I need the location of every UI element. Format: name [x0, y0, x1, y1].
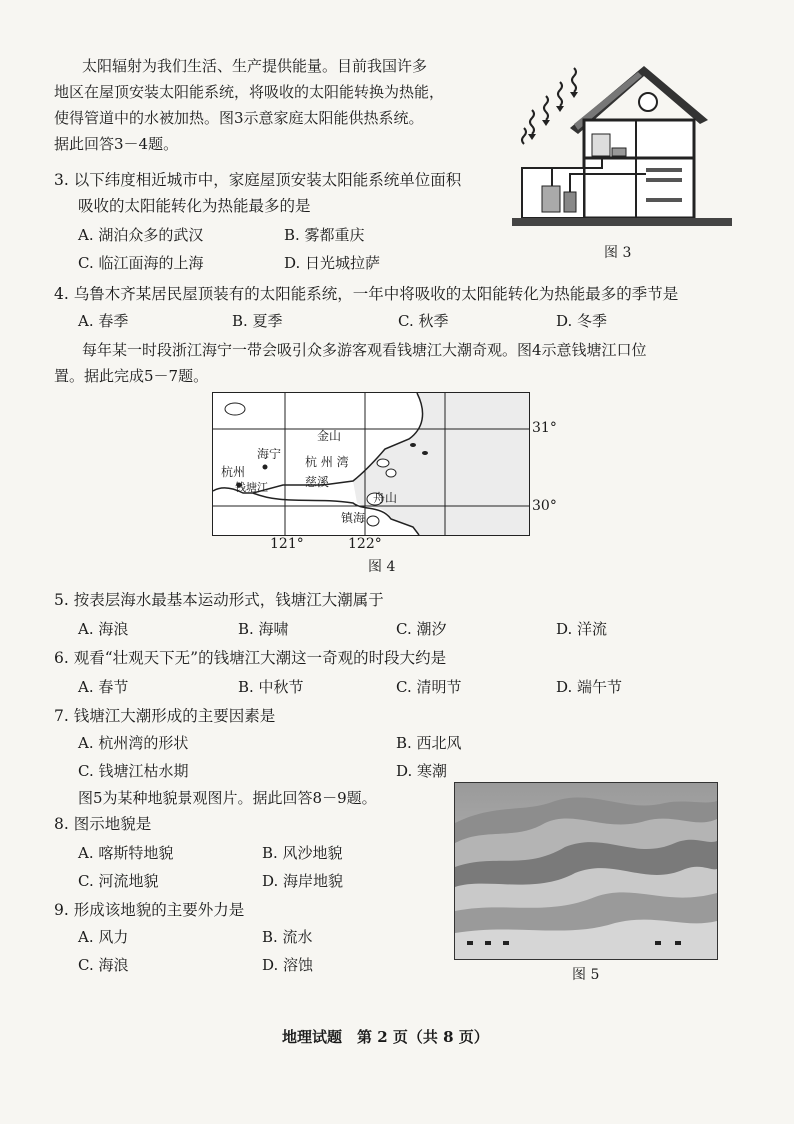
figure-4-qiantang-map	[212, 392, 530, 536]
q6-option-b[interactable]: B. 中秋节	[238, 678, 304, 696]
q4-stem: 4. 乌鲁木齐某居民屋顶装有的太阳能系统，一年中将吸收的太阳能转化为热能最多的季节是	[54, 285, 679, 303]
map-label-cixi: 慈溪	[305, 475, 330, 489]
intro-landform: 图5为某种地貌景观图片。据此回答8－9题。	[78, 789, 377, 807]
figure-4-caption: 图 4	[368, 559, 396, 575]
intro-tide-line-2: 置。据此完成5－7题。	[54, 367, 209, 385]
map-label-qiantangjiang: 钱塘江	[235, 481, 268, 494]
figure-5-caption: 图 5	[572, 967, 600, 983]
intro-solar-line-3: 使得管道中的水被加热。图3示意家庭太阳能供热系统。	[54, 109, 424, 127]
figure-3-caption: 图 3	[604, 245, 632, 261]
map-label-zhoushan: 舟山	[373, 491, 398, 505]
q9-option-b[interactable]: B. 流水	[262, 928, 313, 946]
intro-tide-line-1: 每年某一时段浙江海宁一带会吸引众多游客观看钱塘江大潮奇观。图4示意钱塘江口位	[82, 341, 647, 359]
q9-option-a[interactable]: A. 风力	[78, 928, 129, 946]
q5-option-c[interactable]: C. 潮汐	[396, 620, 447, 638]
qiantang-map-graphic	[213, 393, 529, 535]
q3-option-b[interactable]: B. 雾都重庆	[284, 226, 365, 244]
map-lat-30: 30°	[532, 498, 557, 514]
q4-option-d[interactable]: D. 冬季	[556, 312, 608, 330]
q6-option-c[interactable]: C. 清明节	[396, 678, 462, 696]
q4-option-b[interactable]: B. 夏季	[232, 312, 283, 330]
map-label-hangzhouwan: 杭 州 湾	[305, 455, 349, 469]
map-label-hangzhou: 杭州	[221, 465, 246, 479]
map-label-haining: 海宁	[257, 447, 282, 461]
map-label-zhenhai: 镇海	[341, 511, 366, 525]
q3-option-a[interactable]: A. 湖泊众多的武汉	[78, 226, 204, 244]
q5-stem: 5. 按表层海水最基本运动形式，钱塘江大潮属于	[54, 591, 384, 609]
q9-option-c[interactable]: C. 海浪	[78, 956, 129, 974]
q6-option-a[interactable]: A. 春节	[78, 678, 129, 696]
q8-option-d[interactable]: D. 海岸地貌	[262, 872, 344, 890]
q3-stem-line-1: 3. 以下纬度相近城市中，家庭屋顶安装太阳能系统单位面积	[54, 171, 462, 189]
q7-option-c[interactable]: C. 钱塘江枯水期	[78, 762, 189, 780]
q5-option-a[interactable]: A. 海浪	[78, 620, 129, 638]
q8-option-a[interactable]: A. 喀斯特地貌	[78, 844, 174, 862]
q9-option-d[interactable]: D. 溶蚀	[262, 956, 314, 974]
q9-stem: 9. 形成该地貌的主要外力是	[54, 901, 245, 919]
map-lat-31: 31°	[532, 420, 557, 436]
sand-dune-image	[455, 783, 717, 959]
intro-solar-line-4: 据此回答3－4题。	[54, 135, 179, 153]
q7-option-d[interactable]: D. 寒潮	[396, 762, 448, 780]
q7-option-b[interactable]: B. 西北风	[396, 734, 462, 752]
q7-stem: 7. 钱塘江大潮形成的主要因素是	[54, 707, 276, 725]
q3-option-d[interactable]: D. 日光城拉萨	[284, 254, 381, 272]
map-label-jinshan: 金山	[317, 429, 342, 443]
q8-stem: 8. 图示地貌是	[54, 815, 152, 833]
q5-option-b[interactable]: B. 海啸	[238, 620, 289, 638]
figure-5-dune-photo	[454, 782, 718, 960]
q8-option-b[interactable]: B. 风沙地貌	[262, 844, 343, 862]
q7-option-a[interactable]: A. 杭州湾的形状	[78, 734, 189, 752]
q5-option-d[interactable]: D. 洋流	[556, 620, 608, 638]
q3-option-c[interactable]: C. 临江面海的上海	[78, 254, 204, 272]
q6-stem: 6. 观看“壮观天下无”的钱塘江大潮这一奇观的时段大约是	[54, 649, 447, 667]
q8-option-c[interactable]: C. 河流地貌	[78, 872, 159, 890]
q6-option-d[interactable]: D. 端午节	[556, 678, 623, 696]
q3-stem-line-2: 吸收的太阳能转化为热能最多的是	[78, 197, 311, 215]
solar-house-illustration	[512, 58, 732, 234]
figure-3-solar-house	[512, 58, 732, 234]
intro-solar-line-2: 地区在屋顶安装太阳能系统，将吸收的太阳能转换为热能，	[54, 83, 445, 101]
intro-solar-line-1: 太阳辐射为我们生活、生产提供能量。目前我国许多	[82, 57, 428, 75]
q4-option-a[interactable]: A. 春季	[78, 312, 129, 330]
map-lon-122: 122°	[348, 536, 382, 552]
page-footer: 地理试题 第 2 页（共 8 页）	[282, 1028, 489, 1046]
map-lon-121: 121°	[270, 536, 304, 552]
q4-option-c[interactable]: C. 秋季	[398, 312, 449, 330]
